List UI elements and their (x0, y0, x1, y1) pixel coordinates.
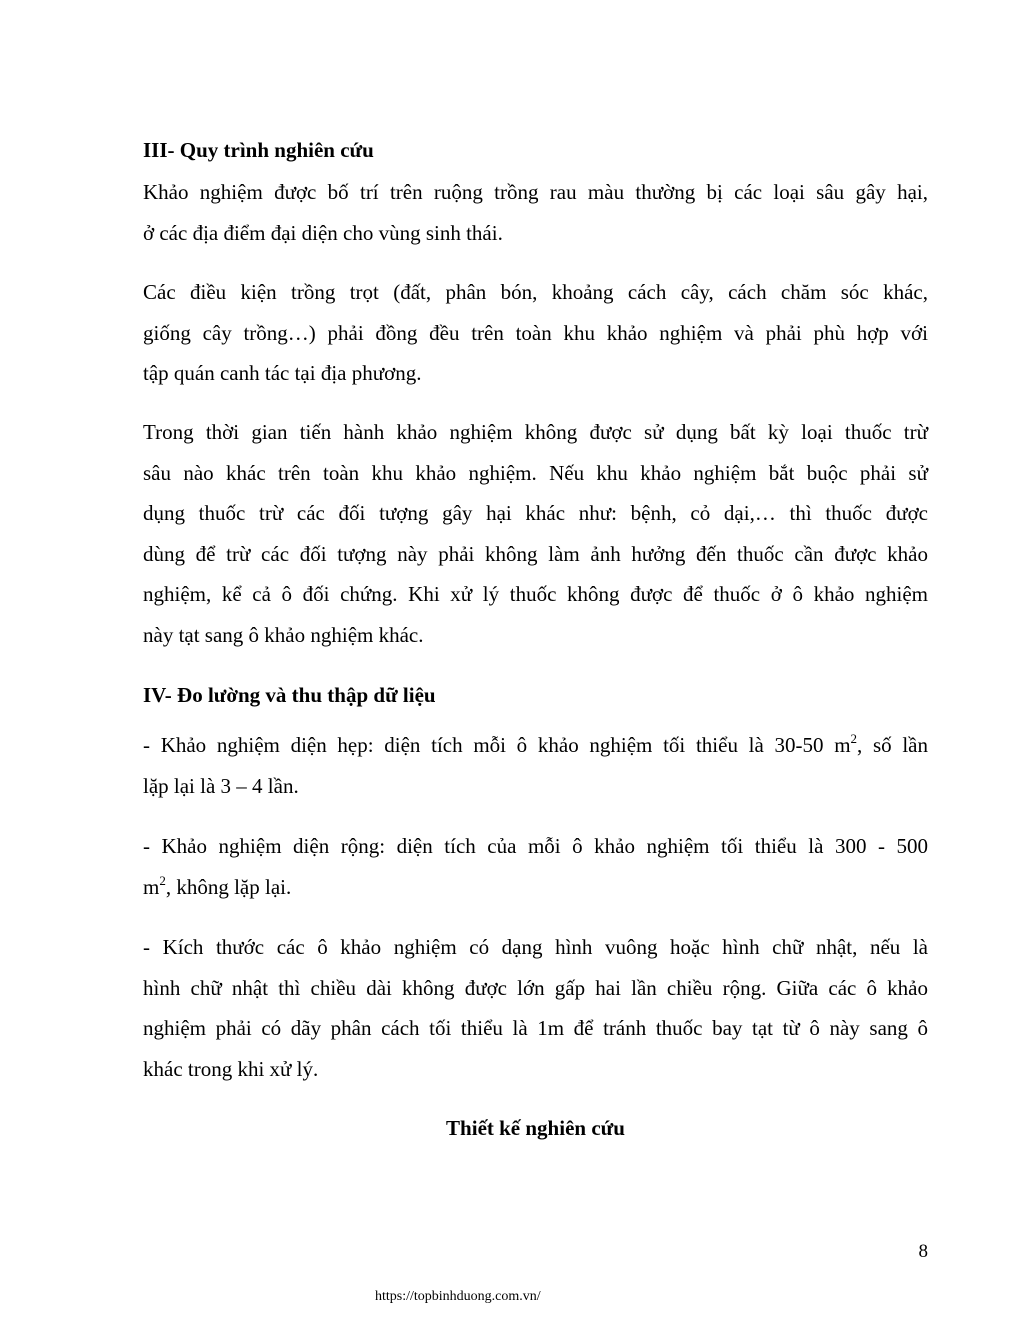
bullet-text: , số lần (857, 733, 929, 757)
paragraph-line: Khảo nghiệm được bố trí trên ruộng trồng rau màu thường bị các loại sâu gây hại, (143, 180, 928, 204)
design-title: Thiết kế nghiên cứu (446, 1116, 625, 1140)
bullet-text: m (143, 874, 160, 899)
paragraph-line: sâu nào khác trên toàn khu khảo nghiệm. Nếu khu khảo nghiệm bắt buộc phải sử (143, 460, 928, 485)
section-4-bullet-2 (143, 826, 928, 907)
paragraph-line: dùng để trừ các đối tượng này phải không làm ảnh hưởng đến thuốc cần được khảo (143, 541, 928, 566)
bullet-text: - Khảo nghiệm diện hẹp: diện tích mỗi ô khảo nghiệm tối thiểu là 30-50 m (143, 733, 851, 757)
paragraph-line: Các điều kiện trồng trọt (đất, phân bón, khoảng cách cây, cách chăm sóc khác, (143, 280, 928, 304)
paragraph-line: khác trong khi xử lý. (143, 1056, 319, 1081)
paragraph-line: hình chữ nhật thì chiều dài không được lớn gấp hai lần chiều rộng. Giữa các ô khảo (143, 975, 928, 1000)
paragraph-line: - Kích thước các ô khảo nghiệm có dạng hình vuông hoặc hình chữ nhật, nếu là (143, 935, 928, 959)
paragraph-line: Trong thời gian tiến hành khảo nghiệm không được sử dụng bất kỳ loại thuốc trừ (143, 420, 928, 444)
section-3-paragraph-2 (143, 272, 928, 394)
paragraph-line: nghiệm phải có dãy phân cách tối thiểu là 1m để tránh thuốc bay tạt từ ô này sang ô (143, 1016, 928, 1040)
paragraph-line: giống cây trồng…) phải đồng đều trên toàn khu khảo nghiệm và phải phù hợp với (143, 320, 928, 345)
paragraph-line: này tạt sang ô khảo nghiệm khác. (143, 622, 424, 647)
paragraph-line: nghiệm, kể cả ô đối chứng. Khi xử lý thuốc không được để thuốc ở ô khảo nghiệm (143, 582, 928, 606)
paragraph-line (143, 867, 928, 908)
paragraph-line: tập quán canh tác tại địa phương. (143, 361, 422, 385)
section-3-heading: III- Quy trình nghiên cứu (143, 138, 374, 162)
paragraph-line: - Khảo nghiệm diện rộng: diện tích của mỗi ô khảo nghiệm tối thiểu là 300 - 500 (143, 834, 928, 858)
page-number: 8 (918, 1241, 928, 1262)
bullet-text: , không lặp lại. (165, 874, 292, 899)
section-4-heading: IV- Đo lường và thu thập dữ liệu (143, 683, 436, 707)
paragraph-line: dụng thuốc trừ các đối tượng gây hại khác như: bệnh, cỏ dại,… thì thuốc được (143, 501, 928, 525)
section-4-bullet-1 (143, 725, 928, 806)
paragraph-line (143, 725, 928, 766)
superscript: 2 (850, 731, 858, 746)
section-3-paragraph-1 (143, 172, 928, 253)
section-4-bullet-3 (143, 927, 928, 1089)
paragraph-line: lặp lại là 3 – 4 lần. (143, 773, 299, 798)
section-3-paragraph-3 (143, 412, 928, 655)
footer-url: https://topbinhduong.com.vn/ (375, 1289, 541, 1304)
superscript: 2 (159, 872, 166, 888)
paragraph-line: ở các địa điểm đại diện cho vùng sinh thái. (143, 220, 503, 245)
